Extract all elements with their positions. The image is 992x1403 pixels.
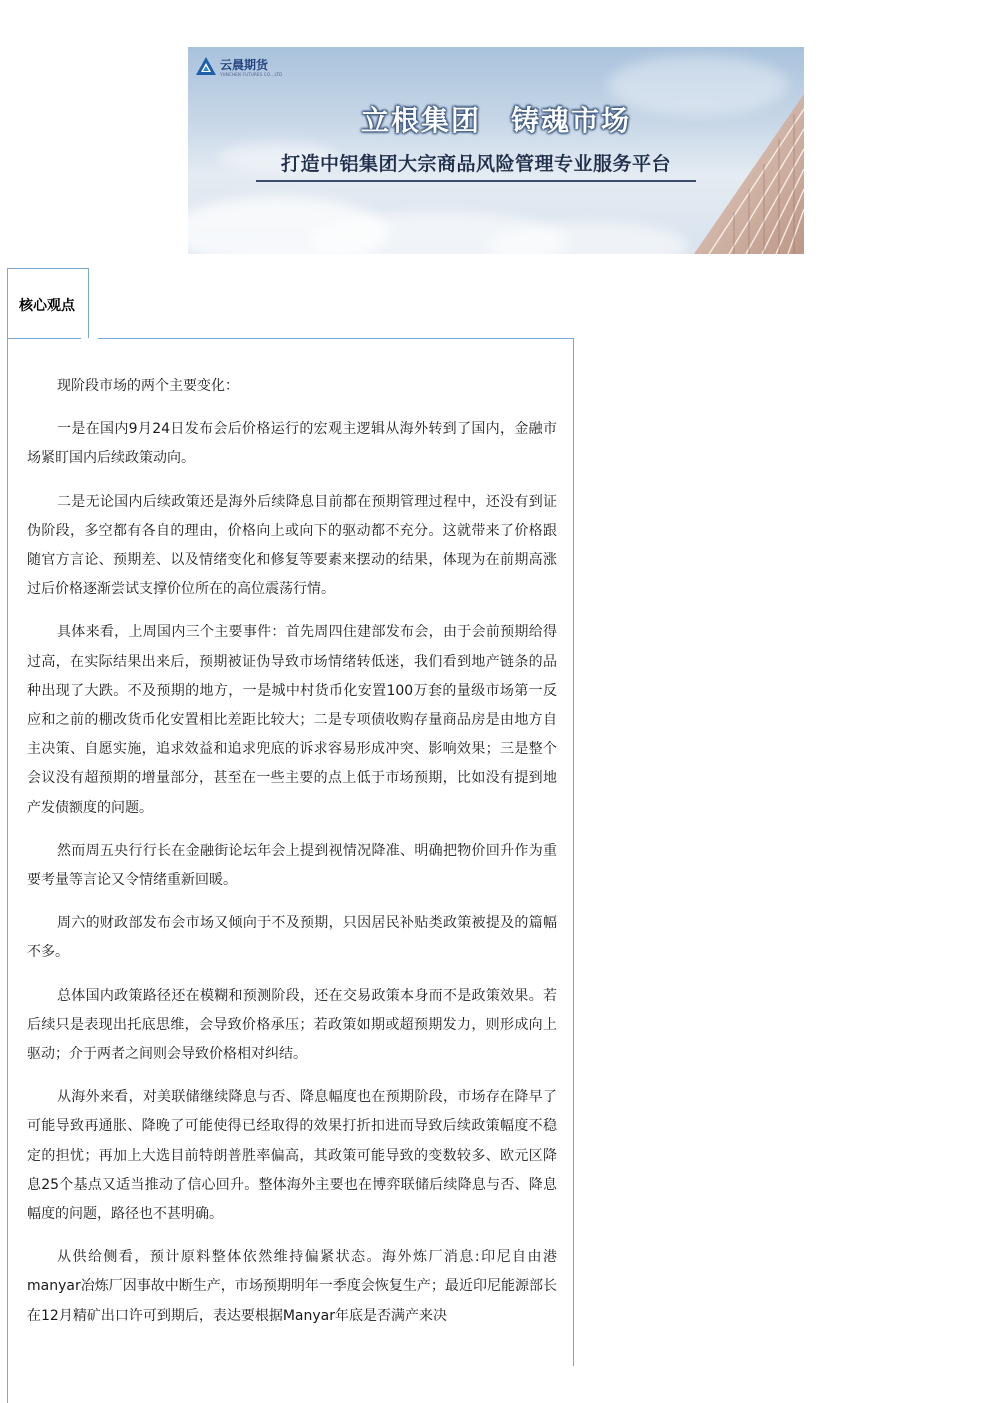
paragraph: 二是无论国内后续政策还是海外后续降息目前都在预期管理过程中，还没有到证伪阶段，多空都有各自的理由，价格向上或向下的驱动都不充分。这就带来了价格跟随官方言论、预期差、以及情绪变化和修复等要素来摆动的结果，体现为在前期高涨过后价格逐渐尝试支撑价位所在的高位震荡行情。 — [27, 493, 557, 598]
paragraph: 从供给侧看，预计原料整体依然维持偏紧状态。海外炼厂消息:印尼自由港manyar冶炼厂因事故中断生产，市场预期明年一季度会恢复生产；最近印尼能源部长在12月精矿出口许可到期后，表达要根据Manyar年底是否满产来决 — [27, 1249, 557, 1324]
article-body — [27, 372, 557, 1345]
paragraph: 具体来看，上周国内三个主要事件：首先周四住建部发布会，由于会前预期给得过高，在实际结果出来后，预期被证伪导致市场情绪转低迷，我们看到地产链条的品种出现了大跌。不及预期的地方，一是城中村货币化安置100万套的量级市场第一反应和之前的棚改货币化安置相比差距比较大；二是专项债收购存量商品房是由地方自主决策、自愿实施，追求效益和追求兜底的诉求容易形成冲突、影响效果；三是整个会议没有超预期的增量部分，甚至在一些主要的点上低于市场预期，比如没有提到地产发债额度的问题。 — [27, 624, 557, 816]
frame-divider — [98, 338, 574, 339]
section-tab — [7, 268, 89, 338]
section-title: 核心观点 — [19, 298, 75, 314]
paragraph: 从海外来看，对美联储继续降息与否、降息幅度也在预期阶段，市场存在降早了可能导致再通胀、降晚了可能使得已经取得的效果打折扣进而导致后续政策幅度不稳定的担忧；再加上大选目前特朗普胜率偏高，其政策可能导致的变数较多、欧元区降息25个基点又适当推动了信心回升。整体海外主要也在博弈联储后续降息与否、降息幅度的问题，路径也不甚明确。 — [27, 1089, 557, 1223]
triangle-logo-icon — [196, 57, 216, 75]
frame-border-right — [573, 338, 574, 1366]
paragraph: 然而周五央行行长在金融街论坛年会上提到视情况降准、明确把物价回升作为重要考量等言论又令情绪重新回暖。 — [27, 842, 557, 889]
header-banner — [188, 47, 804, 254]
frame-divider — [7, 338, 81, 339]
slogan-part-1: 立根集团 — [360, 104, 481, 137]
banner-tagline: 打造中铝集团大宗商品风险管理专业服务平台 — [256, 149, 696, 182]
frame-border-left — [7, 338, 8, 1403]
banner-slogan — [188, 99, 804, 139]
slogan-part-2: 铸魂市场 — [511, 104, 632, 137]
paragraph: 一是在国内9月24日发布会后价格运行的宏观主逻辑从海外转到了国内，金融市场紧盯国内后续政策动向。 — [27, 421, 557, 467]
paragraph: 总体国内政策路径还在模糊和预测阶段，还在交易政策本身而不是政策效果。若后续只是表现出托底思维，会导致价格承压；若政策如期或超预期发力，则形成向上驱动；介于两者之间则会导致价格相对纠结。 — [27, 987, 557, 1063]
logo-subtitle: YUNCHEN FUTURES CO., LTD — [220, 72, 283, 77]
company-logo — [196, 57, 282, 77]
paragraph: 现阶段市场的两个主要变化： — [57, 378, 239, 394]
paragraph: 周六的财政部发布会市场又倾向于不及预期，只因居民补贴类政策被提及的篇幅不多。 — [27, 915, 557, 961]
logo-name: 云晨期货 — [220, 58, 269, 72]
